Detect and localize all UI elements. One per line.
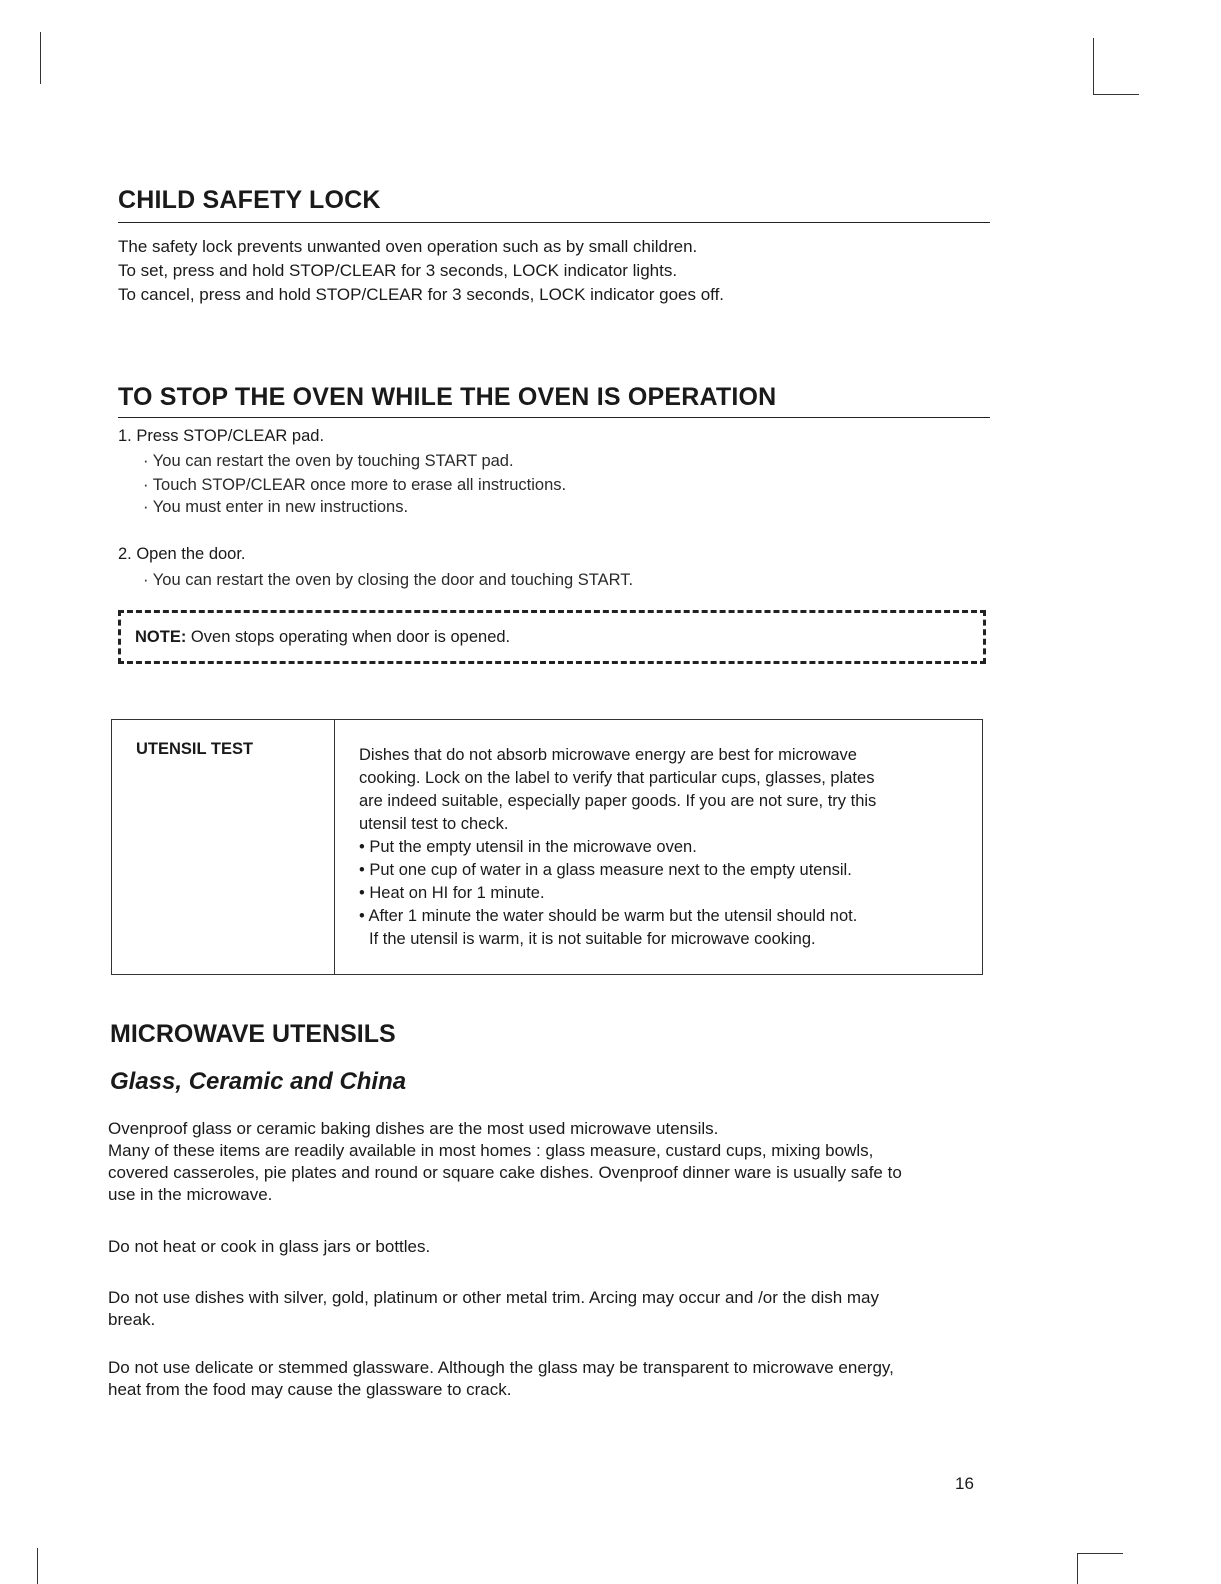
text-line: Do not use dishes with silver, gold, platinum or other metal trim. Arcing may occur and /or the dish may xyxy=(108,1288,880,1307)
paragraph xyxy=(108,1357,894,1401)
note-text xyxy=(135,628,510,647)
text-line: Dishes that do not absorb microwave energy are best for microwave xyxy=(359,746,857,764)
column-divider xyxy=(334,720,335,974)
step-1-detail: · You can restart the oven by touching START pad. xyxy=(143,452,514,470)
text-line: use in the microwave. xyxy=(108,1185,273,1204)
section-rule xyxy=(118,417,990,418)
text-line: utensil test to check. xyxy=(359,815,509,833)
utensil-test-box xyxy=(111,719,983,975)
step-2: 2. Open the door. xyxy=(118,545,246,563)
note-label: NOTE: xyxy=(135,628,187,646)
glass-ceramic-china-subtitle: Glass, Ceramic and China xyxy=(110,1068,407,1095)
crop-mark xyxy=(40,32,41,84)
crop-mark xyxy=(1077,1553,1123,1554)
bullet-item: • Put the empty utensil in the microwave oven. xyxy=(359,838,697,856)
step-1-detail: · Touch STOP/CLEAR once more to erase all instructions. xyxy=(143,476,567,494)
paragraph xyxy=(108,1118,902,1206)
stop-oven-title: TO STOP THE OVEN WHILE THE OVEN IS OPERATION xyxy=(118,383,777,411)
text-line: To set, press and hold STOP/CLEAR for 3 seconds, LOCK indicator lights. xyxy=(118,261,678,280)
text-line: break. xyxy=(108,1310,156,1329)
child-safety-lock-text xyxy=(118,235,724,307)
step-1-detail: · You must enter in new instructions. xyxy=(143,498,409,516)
crop-mark xyxy=(1093,38,1094,94)
text-line: are indeed suitable, especially paper goods. If you are not sure, try this xyxy=(359,792,877,810)
bullet-item: • Heat on HI for 1 minute. xyxy=(359,884,545,902)
text-line: Do not heat or cook in glass jars or bottles. xyxy=(108,1237,431,1256)
text-line: Many of these items are readily available in most homes : glass measure, custard cups, mixing bowls, xyxy=(108,1141,874,1160)
utensil-test-label: UTENSIL TEST xyxy=(136,740,254,758)
text-line: heat from the food may cause the glassware to crack. xyxy=(108,1380,512,1399)
text-line: cooking. Lock on the label to verify that particular cups, glasses, plates xyxy=(359,769,875,787)
text-line: To cancel, press and hold STOP/CLEAR for 3 seconds, LOCK indicator goes off. xyxy=(118,285,725,304)
utensil-test-text xyxy=(359,744,876,951)
note-box xyxy=(118,610,986,664)
paragraph xyxy=(108,1236,430,1258)
page-number: 16 xyxy=(955,1474,974,1493)
note-body: Oven stops operating when door is opened. xyxy=(186,628,511,646)
section-rule xyxy=(118,222,990,223)
microwave-utensils-title: MICROWAVE UTENSILS xyxy=(110,1020,396,1048)
crop-mark xyxy=(1093,94,1139,95)
text-line: Do not use delicate or stemmed glassware. Although the glass may be transparent to microwave energy, xyxy=(108,1358,894,1377)
text-line: The safety lock prevents unwanted oven operation such as by small children. xyxy=(118,237,698,256)
text-line: covered casseroles, pie plates and round or square cake dishes. Ovenproof dinner ware is usually safe to xyxy=(108,1163,902,1182)
text-line: Ovenproof glass or ceramic baking dishes are the most used microwave utensils. xyxy=(108,1119,719,1138)
step-2-detail: · You can restart the oven by closing the door and touching START. xyxy=(143,571,634,589)
paragraph xyxy=(108,1287,879,1331)
step-1: 1. Press STOP/CLEAR pad. xyxy=(118,427,325,445)
bullet-item: • After 1 minute the water should be warm but the utensil should not. xyxy=(359,907,858,925)
crop-mark xyxy=(1077,1553,1078,1584)
bullet-item: • Put one cup of water in a glass measure next to the empty utensil. xyxy=(359,861,852,879)
child-safety-lock-title: CHILD SAFETY LOCK xyxy=(118,186,381,214)
crop-mark xyxy=(37,1548,38,1584)
text-line: If the utensil is warm, it is not suitable for microwave cooking. xyxy=(369,930,816,948)
